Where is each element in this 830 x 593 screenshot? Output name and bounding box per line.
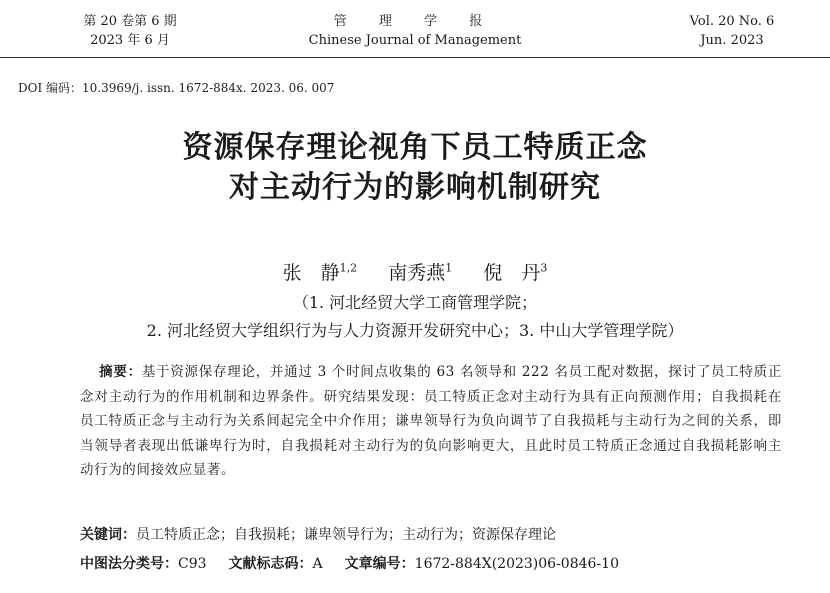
date-cn: 2023 年 6 月 bbox=[90, 33, 170, 48]
doc-code-value: A bbox=[312, 556, 323, 572]
header-rule bbox=[0, 57, 830, 58]
doi: DOI 编码：10.3969/j. issn. 1672-884x. 2023. 06. 007 bbox=[18, 81, 335, 95]
keywords bbox=[80, 524, 556, 544]
journal-name-en: Chinese Journal of Management bbox=[308, 33, 522, 48]
article-number-label: 文章编号： bbox=[344, 556, 415, 572]
clc-label: 中图法分类号： bbox=[80, 556, 178, 572]
article-number-value: 1672-884X(2023)06-0846-10 bbox=[414, 556, 619, 572]
abstract bbox=[80, 360, 782, 483]
author-affiliation-mark: 1,2 bbox=[339, 261, 358, 275]
title-line-1: 资源保存理论视角下员工特质正念 bbox=[182, 130, 648, 165]
volume-cn: 第 20 卷第 6 期 bbox=[83, 14, 177, 29]
title-line-2: 对主动行为的影响机制研究 bbox=[229, 170, 601, 205]
keywords-text: 员工特质正念；自我损耗；谦卑领导行为；主动行为；资源保存理论 bbox=[136, 527, 556, 543]
keywords-label: 关键词： bbox=[80, 527, 136, 543]
doc-code-label: 文献标志码： bbox=[228, 556, 313, 572]
author-affiliation-mark: 1 bbox=[445, 261, 453, 275]
author-list bbox=[0, 258, 830, 285]
affiliation-line-1: （1. 河北经贸大学工商管理学院； bbox=[292, 293, 538, 312]
affiliation-line-2: 2. 河北经贸大学组织行为与人力资源开发研究中心；3. 中山大学管理学院） bbox=[146, 321, 684, 340]
abstract-text: 基于资源保存理论，并通过 3 个时间点收集的 63 名领导和 222 名员工配对数据，探讨了员工特质正念对主动行为的作用机制和边界条件。研究结果发现：员工特质正念对主动行为具有正向预测作用；自我损耗在员工特质正念与主动行为关系间起完全中介作用；谦卑领导行为负向调节了自我损耗与主动行为之间的关系，即当领导者表现出低谦卑行为时，自我损耗对主动行为的负向影响更大，且此时员工特质正念通过自我损耗影响主动行为的间接效应显著。 bbox=[80, 364, 782, 478]
author-affiliation-mark: 3 bbox=[540, 261, 548, 275]
classification-line bbox=[80, 553, 619, 573]
abstract-label: 摘要： bbox=[99, 364, 142, 380]
header-right bbox=[682, 12, 782, 50]
author-name: 张 静 bbox=[282, 262, 340, 284]
paper-title bbox=[0, 128, 830, 208]
author-name: 南秀燕 bbox=[388, 262, 446, 284]
journal-name-cn: 管 理 学 报 bbox=[333, 14, 497, 29]
volume-en: Vol. 20 No. 6 bbox=[689, 14, 775, 29]
author-name: 倪 丹 bbox=[483, 262, 541, 284]
clc-value: C93 bbox=[178, 556, 207, 572]
date-en: Jun. 2023 bbox=[700, 33, 764, 48]
